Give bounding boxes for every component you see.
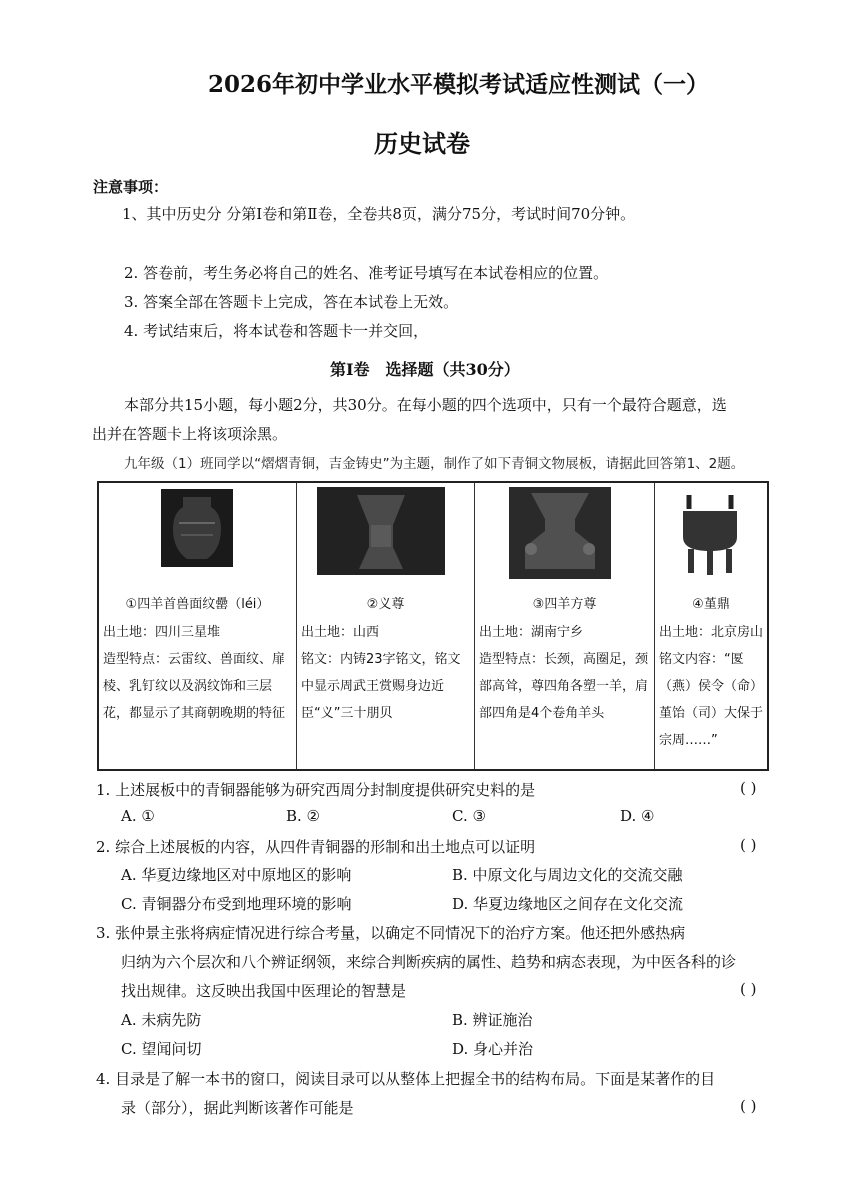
board-item-3-features: 造型特点：长颈，高圈足，颈部高耸，尊四角各塑一羊，肩部四角是4个卷角羊头	[479, 652, 649, 721]
question-4-stem-line-1: 4. 目录是了解一本书的窗口，阅读目录可以从整体上把握全书的结构布局。下面是某著作的目	[96, 1070, 716, 1088]
section-intro-line-1: 本部分共15小题，每小题2分，共30分。在每小题的四个选项中，只有一个最符合题意，选	[124, 396, 727, 414]
question-2-option-d: D. 华夏边缘地区之间存在文化交流	[452, 895, 684, 913]
question-3-stem-line-1: 3. 张仲景主张将病症情况进行综合考量，以确定不同情况下的治疗方案。他还把外感热病	[96, 924, 686, 942]
board-item-1-caption: ①四羊首兽面纹罍（léi）	[125, 597, 270, 612]
board-item-4-inscription: 铭文内容：“匽（燕）侯令（命）堇饴（司）大保于宗周……”	[659, 652, 764, 748]
bronze-four-goat-zun-photo	[509, 487, 611, 579]
board-item-2-desc	[301, 619, 470, 727]
board-item-3	[475, 483, 655, 769]
question-2-option-c: C. 青铜器分布受到地理环境的影响	[121, 895, 352, 913]
notice-item-3: 3. 答案全部在答题卡上完成，答在本试卷上无效。	[124, 293, 459, 311]
question-3-stem-line-2: 归纳为六个层次和八个辨证纲领，来综合判断疾病的属性、趋势和病态表现，为中医各科的诊	[121, 953, 737, 971]
question-3-stem-line-3: 找出规律。这反映出我国中医理论的智慧是	[121, 982, 407, 1000]
board-item-3-site: 出土地：湖南宁乡	[479, 625, 584, 640]
question-3-option-a: A. 未病先防	[121, 1011, 202, 1029]
question-2-option-a: A. 华夏边缘地区对中原地区的影响	[121, 866, 352, 884]
section-heading: 第Ⅰ卷 选择题（共30分）	[330, 360, 520, 379]
board-item-2-site: 出土地：山西	[301, 625, 380, 640]
bronze-yi-zun-photo	[317, 487, 445, 575]
question-2-stem: 2. 综合上述展板的内容，从四件青铜器的形制和出土地点可以证明	[96, 838, 536, 856]
bronze-lei-photo	[161, 489, 233, 567]
exam-title: 2026年初中学业水平模拟考试适应性测试（一）	[208, 71, 710, 98]
question-1-option-d: D. ④	[620, 807, 655, 825]
board-item-1-features: 造型特点：云雷纹、兽面纹、扉棱、乳钉纹以及涡纹饰和三层花，都显示了其商朝晚期的特征	[103, 652, 286, 721]
board-item-4-desc	[659, 619, 763, 754]
board-item-3-caption: ③四羊方尊	[532, 597, 597, 612]
question-3-option-d: D. 身心并治	[452, 1040, 534, 1058]
bronze-exhibition-board	[97, 481, 769, 771]
board-item-4	[655, 483, 767, 769]
question-1-option-b: B. ②	[286, 807, 321, 825]
board-item-3-desc	[479, 619, 650, 727]
board-item-4-caption: ④堇鼎	[692, 597, 730, 612]
board-item-2	[297, 483, 475, 769]
board-item-2-caption: ②义尊	[366, 597, 405, 612]
question-1-stem: 1. 上述展板中的青铜器能够为研究西周分封制度提供研究史料的是	[96, 781, 536, 799]
question-1-option-a: A. ①	[121, 807, 155, 825]
paper-subtitle: 历史试卷	[374, 129, 470, 158]
question-2-answer-blank: ( )	[740, 836, 757, 854]
question-2-option-b: B. 中原文化与周边文化的交流交融	[452, 866, 683, 884]
board-item-2-inscription: 铭文：内铸23字铭文，铭文中显示周武王赏赐身边近臣“义”三十朋贝	[301, 652, 461, 721]
question-3-option-b: B. 辨证施治	[452, 1011, 533, 1029]
context-text: 九年级（1）班同学以“熠熠青铜，吉金铸史”为主题，制作了如下青铜文物展板，请据此回答第1、2题。	[124, 456, 745, 472]
notice-item-1: 1、其中历史分 分第Ⅰ卷和第Ⅱ卷，全卷共8页，满分75分，考试时间70分钟。	[122, 205, 636, 223]
board-item-1-site: 出土地：四川三星堆	[103, 625, 221, 640]
question-4-answer-blank: ( )	[740, 1097, 757, 1115]
board-item-4-site: 出土地：北京房山	[659, 625, 764, 640]
question-3-option-c: C. 望闻问切	[121, 1040, 202, 1058]
notice-heading: 注意事项：	[93, 178, 169, 196]
board-item-1	[99, 483, 297, 769]
section-intro-line-2: 出并在答题卡上将该项涂黑。	[92, 425, 288, 443]
question-1-option-c: C. ③	[452, 807, 486, 825]
notice-item-4: 4. 考试结束后，将本试卷和答题卡一并交回，	[124, 322, 429, 340]
notice-item-2: 2. 答卷前，考生务必将自己的姓名、准考证号填写在本试卷相应的位置。	[124, 264, 609, 282]
bronze-jin-ding-photo	[677, 491, 743, 577]
board-item-1-desc	[103, 619, 292, 727]
question-4-stem-line-2: 录（部分），据此判断该著作可能是	[121, 1099, 354, 1117]
question-1-answer-blank: ( )	[740, 779, 757, 797]
question-3-answer-blank: ( )	[740, 980, 757, 998]
